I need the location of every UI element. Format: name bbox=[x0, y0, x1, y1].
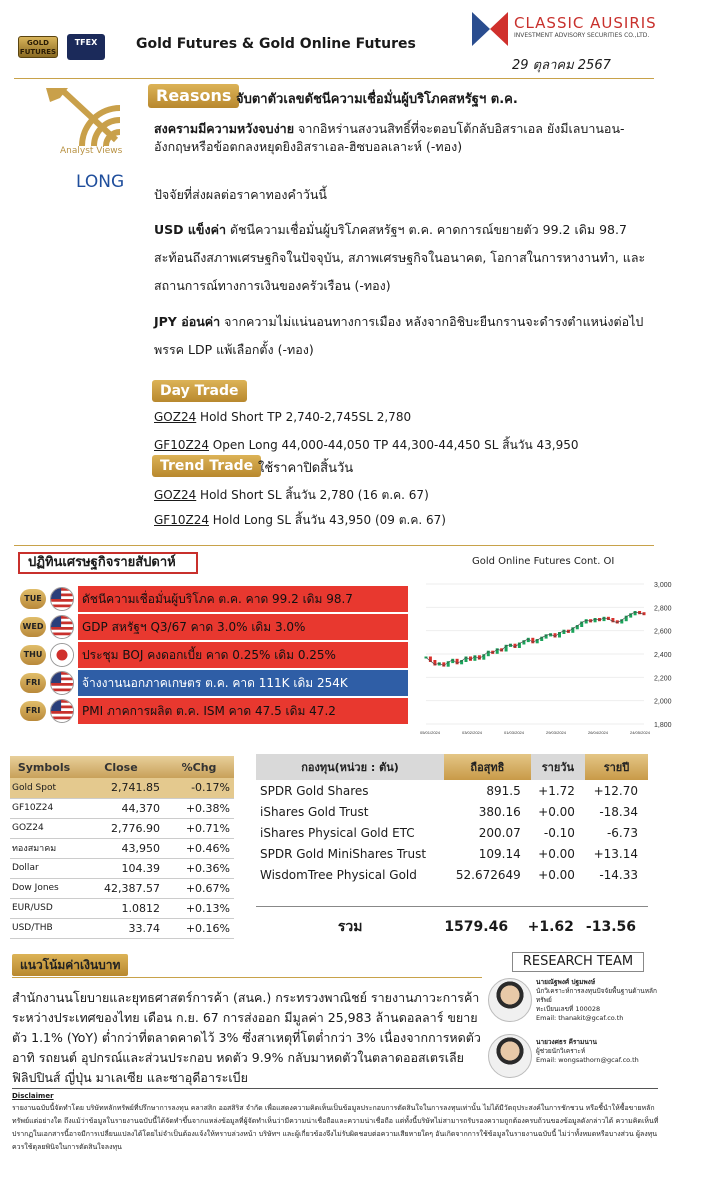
price-candle bbox=[562, 630, 565, 634]
price-candle bbox=[500, 648, 503, 651]
table-row bbox=[256, 801, 648, 822]
assistant-avatar bbox=[488, 1034, 532, 1078]
fund-name: iShares Physical Gold ETC bbox=[260, 825, 415, 840]
calendar-event: จ้างงานนอกภาคเกษตร ต.ค. คาด 111K เดิม 254K bbox=[78, 670, 408, 696]
chg-cell: +0.67% bbox=[164, 878, 234, 898]
y-tick-label: 2,800 bbox=[654, 605, 672, 613]
table-row bbox=[10, 778, 234, 798]
trend-trade-tag: Trend Trade bbox=[152, 455, 261, 477]
symbol-cell: GOZ24 bbox=[10, 818, 78, 838]
etf-total-divider bbox=[256, 906, 648, 907]
close-cell: 43,950 bbox=[78, 838, 164, 858]
table-row bbox=[10, 818, 234, 838]
yearly-change: +12.70 bbox=[593, 783, 638, 798]
calendar-event: ดัชนีความเชื่อมั่นผู้บริโภค ต.ค. คาด 99.2 เดิม 98.7 bbox=[78, 586, 408, 612]
chg-cell: -0.17% bbox=[164, 778, 234, 798]
calendar-event: GDP สหรัฐฯ Q3/67 คาด 3.0% เดิม 3.0% bbox=[78, 614, 408, 640]
y-tick-label: 1,800 bbox=[654, 722, 672, 729]
table-row bbox=[10, 918, 234, 938]
fund-name: iShares Gold Trust bbox=[260, 804, 369, 819]
y-tick-label: 2,400 bbox=[654, 652, 672, 659]
chart-title: Gold Online Futures Cont. OI bbox=[472, 556, 615, 567]
total-holding: 1579.46 bbox=[444, 919, 509, 935]
calendar-event: ประชุม BOJ คงดอกเบี้ย คาด 0.25% เดิม 0.25% bbox=[78, 642, 408, 668]
y-tick-label: 2,200 bbox=[654, 675, 672, 683]
symbol-cell: Dow Jones bbox=[10, 878, 78, 898]
y-tick-label: 2,000 bbox=[654, 698, 672, 706]
trend-trade-note: ใช้ราคาปิดสิ้นวัน bbox=[258, 461, 354, 476]
x-tick-label: 05/01/2024 bbox=[420, 730, 441, 735]
reason-1-text: จากอิหร่านสงวนสิทธิ์ที่จะตอบโต้กลับอิสราเอล ยังมีเลบานอน-อังกฤษหรือข้อตกลงหยุดยิงอิสราเอล-ฮิซบอลเลาะห์ (-ทอง) bbox=[154, 121, 625, 154]
daily-change: +0.00 bbox=[538, 867, 575, 882]
us-flag-icon bbox=[50, 615, 74, 639]
analyst-1-title: นักวิเคราะห์การลงทุนปัจจัยพื้นฐานด้านหลักทรัพย์ bbox=[536, 987, 657, 1004]
economic-calendar-title: ปฏิทินเศรษฐกิจรายสัปดาห์ bbox=[18, 552, 198, 574]
analyst-2-title: ผู้ช่วยนักวิเคราะห์ bbox=[536, 1047, 586, 1055]
us-flag-icon bbox=[50, 671, 74, 695]
daily-change: +0.00 bbox=[538, 804, 575, 819]
close-cell: 2,741.85 bbox=[78, 778, 164, 798]
trade-symbol: GOZ24 bbox=[154, 410, 197, 424]
gold-etf-table bbox=[256, 754, 648, 885]
close-cell: 33.74 bbox=[78, 918, 164, 938]
table-row bbox=[10, 798, 234, 818]
analyst-1-name: นายณัฐพงศ์ ปฐมพงษ์ bbox=[536, 978, 596, 986]
net-holding: 52.672649 bbox=[455, 867, 521, 882]
trade-instruction: Open Long 44,000-44,050 TP 44,300-44,450 SL สิ้นวัน 43,950 bbox=[208, 438, 579, 452]
close-header: Close bbox=[78, 756, 164, 778]
total-label: รวม bbox=[337, 919, 363, 935]
analyst-avatar bbox=[488, 978, 532, 1022]
price-line bbox=[426, 612, 644, 666]
brand-name: CLASSIC AUSIRIS bbox=[514, 14, 657, 32]
analyst-2-email: Email: wongsathorn@gcaf.co.th bbox=[536, 1056, 639, 1064]
baht-divider bbox=[12, 977, 482, 978]
x-tick-label: 01/03/2024 bbox=[503, 730, 525, 735]
reason-paragraph-4 bbox=[154, 308, 654, 364]
reason-1-heading: สงครามมีความหวังจบง่าย bbox=[154, 121, 295, 136]
symbol-cell: USD/THB bbox=[10, 918, 78, 938]
report-date: 29 ตุลาคม 2567 bbox=[512, 58, 611, 73]
baht-outlook-text: สำนักงานนโยบายและยุทธศาสตร์การค้า (สนค.) กระทรวงพาณิชย์ รายงานภาวะการค้าระหว่างประเทศของไทย เดือน ก.ย. 67 การส่งออก มีมูลค่า 25,983 ล้านดอลลาร์ ขยายตัว 1.1% (YoY) ต่ำกว่าที่ตลาดคาดไว้ 3% ซึ่งสาเหตุที่โตต่ำกว่า 3% เนื่องจากการหดตัว อาทิ รถยนต์ อุปกรณ์และส่วนประกอบ หดตัว 9.9% กลับมาหดตัวในตลาดออสเตรเลีย ฟิลิปปินส์ ญี่ปุ่น มาเลเซีย และซาอุดีอาระเบีย bbox=[12, 990, 481, 1085]
calendar-event: PMI ภาคการผลิต ต.ค. ISM คาด 47.5 เดิม 47.2 bbox=[78, 698, 408, 724]
chg-cell: +0.71% bbox=[164, 818, 234, 838]
daily-change: -0.10 bbox=[543, 825, 575, 840]
tfex-logo: TFEX bbox=[67, 34, 105, 60]
symbol-cell: Gold Spot bbox=[10, 778, 78, 798]
header-divider bbox=[14, 78, 654, 79]
close-cell: 44,370 bbox=[78, 798, 164, 818]
analyst-views-label: Analyst Views bbox=[60, 146, 123, 156]
analyst-2-info bbox=[536, 1038, 658, 1065]
day-trade-line bbox=[154, 436, 579, 455]
reason-paragraph-1 bbox=[154, 120, 654, 156]
yearly-change: -6.73 bbox=[606, 825, 638, 840]
yearly-change: -18.34 bbox=[599, 804, 638, 819]
trend-trade-line bbox=[154, 511, 446, 530]
yearly-header: รายปี bbox=[585, 754, 648, 780]
calendar-day: WED bbox=[20, 617, 46, 637]
table-row bbox=[10, 838, 234, 858]
research-team-title: RESEARCH TEAM bbox=[512, 952, 644, 972]
chg-cell: +0.38% bbox=[164, 798, 234, 818]
close-cell: 2,776.90 bbox=[78, 818, 164, 838]
net-holding-header: ถือสุทธิ bbox=[444, 754, 531, 780]
price-candle bbox=[594, 618, 597, 622]
reason-4-heading: JPY อ่อนค่า bbox=[154, 314, 221, 329]
table-row bbox=[10, 858, 234, 878]
total-daily: +1.62 bbox=[527, 919, 574, 935]
reasons-title: จับตาตัวเลขดัชนีความเชื่อมั่นผู้บริโภคสหรัฐฯ ต.ค. bbox=[236, 92, 518, 107]
net-holding: 891.5 bbox=[486, 783, 521, 798]
disclaimer-heading: Disclaimer bbox=[12, 1092, 54, 1100]
gold-futures-logo: GOLD FUTURES bbox=[18, 36, 58, 58]
symbols-header: Symbols bbox=[10, 756, 78, 778]
us-flag-icon bbox=[50, 587, 74, 611]
brand-subtitle: INVESTMENT ADVISORY SECURITIES CO.,LTD. bbox=[514, 32, 650, 39]
symbol-cell: Dollar bbox=[10, 858, 78, 878]
day-trade-line bbox=[154, 410, 411, 424]
x-tick-label: 03/02/2024 bbox=[461, 730, 483, 735]
close-cell: 42,387.57 bbox=[78, 878, 164, 898]
y-tick-label: 2,600 bbox=[654, 628, 672, 636]
reason-4-text: จากความไม่แน่นอนทางการเมือง หลังจากอิชิบะยืนกรานจะดำรงตำแหน่งต่อไป พรรค LDP แพ้เลือกตั้ง (-ทอง) bbox=[154, 314, 644, 357]
close-cell: 1.0812 bbox=[78, 898, 164, 918]
symbols-table bbox=[10, 756, 234, 939]
symbol-cell: EUR/USD bbox=[10, 898, 78, 918]
net-holding: 380.16 bbox=[478, 804, 521, 819]
y-tick-label: 3,000 bbox=[654, 582, 672, 589]
trade-symbol: GOZ24 bbox=[154, 488, 197, 502]
fund-name: SPDR Gold Shares bbox=[260, 783, 369, 798]
net-holding: 200.07 bbox=[478, 825, 521, 840]
analyst-view-value: LONG bbox=[76, 172, 125, 192]
reasons-tag: Reasons bbox=[148, 84, 239, 108]
daily-header: รายวัน bbox=[531, 754, 585, 780]
reason-paragraph-3 bbox=[154, 216, 654, 300]
price-candle bbox=[585, 619, 588, 623]
reason-3-heading: USD แข็งค่า bbox=[154, 222, 226, 237]
calendar-day: TUE bbox=[20, 589, 46, 609]
chg-cell: +0.16% bbox=[164, 918, 234, 938]
daily-change: +0.00 bbox=[538, 846, 575, 861]
yearly-change: -14.33 bbox=[599, 867, 638, 882]
x-tick-label: 29/03/2024 bbox=[545, 730, 567, 735]
symbol-cell: GF10Z24 bbox=[10, 798, 78, 818]
fund-header: กองทุน(หน่วย : ตัน) bbox=[256, 754, 444, 780]
reason-3-text: ดัชนีความเชื่อมั่นผู้บริโภคสหรัฐฯ ต.ค. คาดการณ์ขยายตัว 99.2 เดิม 98.7 สะท้อนถึงสภาพเศรษฐกิจในปัจจุบัน, สภาพเศรษฐกิจในอนาคต, โอกาสในการหางานทำ, และสถานการณ์ทางการเงินของครัวเรือน (-ทอง) bbox=[154, 222, 646, 293]
disclaimer-text: รายงานฉบับนี้จัดทำโดย บริษัทหลักทรัพย์ที่ปรึกษาการลงทุน คลาสสิก ออสสิริส จำกัด เพื่อแสดงความคิดเห็นเป็นข้อมูลประกอบการตัดสินใจในการลงทุนเท่านั้น ไม่ได้มีวัตถุประสงค์ในการชักชวน หรือชี้นำให้ซื้อขายหลักทรัพย์แต่อย่างใด ถึงแม้ว่าข้อมูลในรายงานฉบับนี้ได้จัดทำขึ้นจากแหล่งข้อมูลที่ผู้จัดทำเห็นว่ามีความน่าเชื่อถือและความน่าเชื่อถือ แต่ทั้งนี้บริษัทไม่สามารถรับรองความถูกต้องครบถ้วนของข้อมูลดังกล่าวได้ ความคิดเห็นที่ปรากฏในเอกสารนี้อาจมีการเปลี่ยนแปลงได้โดยไม่จำเป็นต้องแจ้งให้ทราบล่วงหน้า บริษัทฯ และผู้เกี่ยวข้องจึงไม่รับผิดชอบต่อความเสียหายใดๆ อันเกิดจากการใช้ข้อมูลในรายงานฉบับนี้ ไม่ว่าทั้งหมดหรือบางส่วน ผู้ลงทุนควรใช้ดุลยพินิจในการตัดสินใจลงทุน bbox=[12, 1104, 659, 1151]
chg-cell: +0.36% bbox=[164, 858, 234, 878]
gold-oi-chart bbox=[420, 574, 680, 744]
disclaimer-divider bbox=[12, 1088, 658, 1089]
trade-symbol: GF10Z24 bbox=[154, 513, 209, 527]
reason-paragraph-2: ปัจจัยที่ส่งผลต่อราคาทองคำวันนี้ bbox=[154, 187, 327, 202]
trade-instruction: Hold Long SL สิ้นวัน 43,950 (09 ต.ค. 67) bbox=[208, 513, 446, 527]
table-row bbox=[256, 843, 648, 864]
etf-total-row bbox=[256, 914, 648, 940]
calendar-row bbox=[20, 586, 408, 612]
calendar-day: FRI bbox=[20, 701, 46, 721]
symbol-cell: ทองสมาคม bbox=[10, 838, 78, 858]
price-candle bbox=[634, 611, 637, 615]
table-row bbox=[256, 822, 648, 843]
calendar-row bbox=[20, 670, 408, 696]
daily-change: +1.72 bbox=[538, 783, 575, 798]
table-row bbox=[10, 898, 234, 918]
total-yearly: -13.56 bbox=[585, 919, 636, 935]
price-candle bbox=[603, 617, 606, 621]
analyst-1-email: Email: thanakit@gcaf.co.th bbox=[536, 1014, 624, 1022]
analyst-2-name: นายวงศธร คีรามนาน bbox=[536, 1038, 597, 1046]
analyst-1-info bbox=[536, 978, 658, 1023]
analyst-1-license: ทะเบียนเลขที่ 100028 bbox=[536, 1005, 601, 1013]
trade-symbol: GF10Z24 bbox=[154, 438, 209, 452]
calendar-row bbox=[20, 642, 408, 668]
yearly-change: +13.14 bbox=[593, 846, 638, 861]
table-row bbox=[256, 780, 648, 801]
trade-instruction: Hold Short SL สิ้นวัน 2,780 (16 ต.ค. 67) bbox=[196, 488, 429, 502]
brand-logo-icon bbox=[470, 10, 510, 48]
day-trade-tag: Day Trade bbox=[152, 380, 247, 402]
calendar-row bbox=[20, 614, 408, 640]
net-holding: 109.14 bbox=[478, 846, 521, 861]
section-divider bbox=[14, 545, 654, 546]
us-flag-icon bbox=[50, 699, 74, 723]
chg-cell: +0.46% bbox=[164, 838, 234, 858]
x-tick-label: 26/04/2024 bbox=[587, 730, 609, 735]
trend-trade-line bbox=[154, 486, 429, 505]
fund-name: WisdomTree Physical Gold bbox=[260, 867, 417, 882]
chg-header: %Chg bbox=[164, 756, 234, 778]
japan-flag-icon bbox=[50, 643, 74, 667]
baht-outlook-tag: แนวโน้มค่าเงินบาท bbox=[12, 954, 128, 976]
calendar-day: THU bbox=[20, 645, 46, 665]
table-row bbox=[256, 864, 648, 885]
table-row bbox=[10, 878, 234, 898]
close-cell: 104.39 bbox=[78, 858, 164, 878]
page-title: Gold Futures & Gold Online Futures bbox=[136, 36, 416, 52]
target-arrow-icon bbox=[42, 86, 138, 148]
calendar-row bbox=[20, 698, 408, 724]
fund-name: SPDR Gold MiniShares Trust bbox=[260, 846, 427, 861]
x-tick-label: 24/05/2024 bbox=[629, 730, 651, 735]
calendar-day: FRI bbox=[20, 673, 46, 693]
trade-instruction: Hold Short TP 2,740-2,745SL 2,780 bbox=[196, 410, 412, 424]
chg-cell: +0.13% bbox=[164, 898, 234, 918]
